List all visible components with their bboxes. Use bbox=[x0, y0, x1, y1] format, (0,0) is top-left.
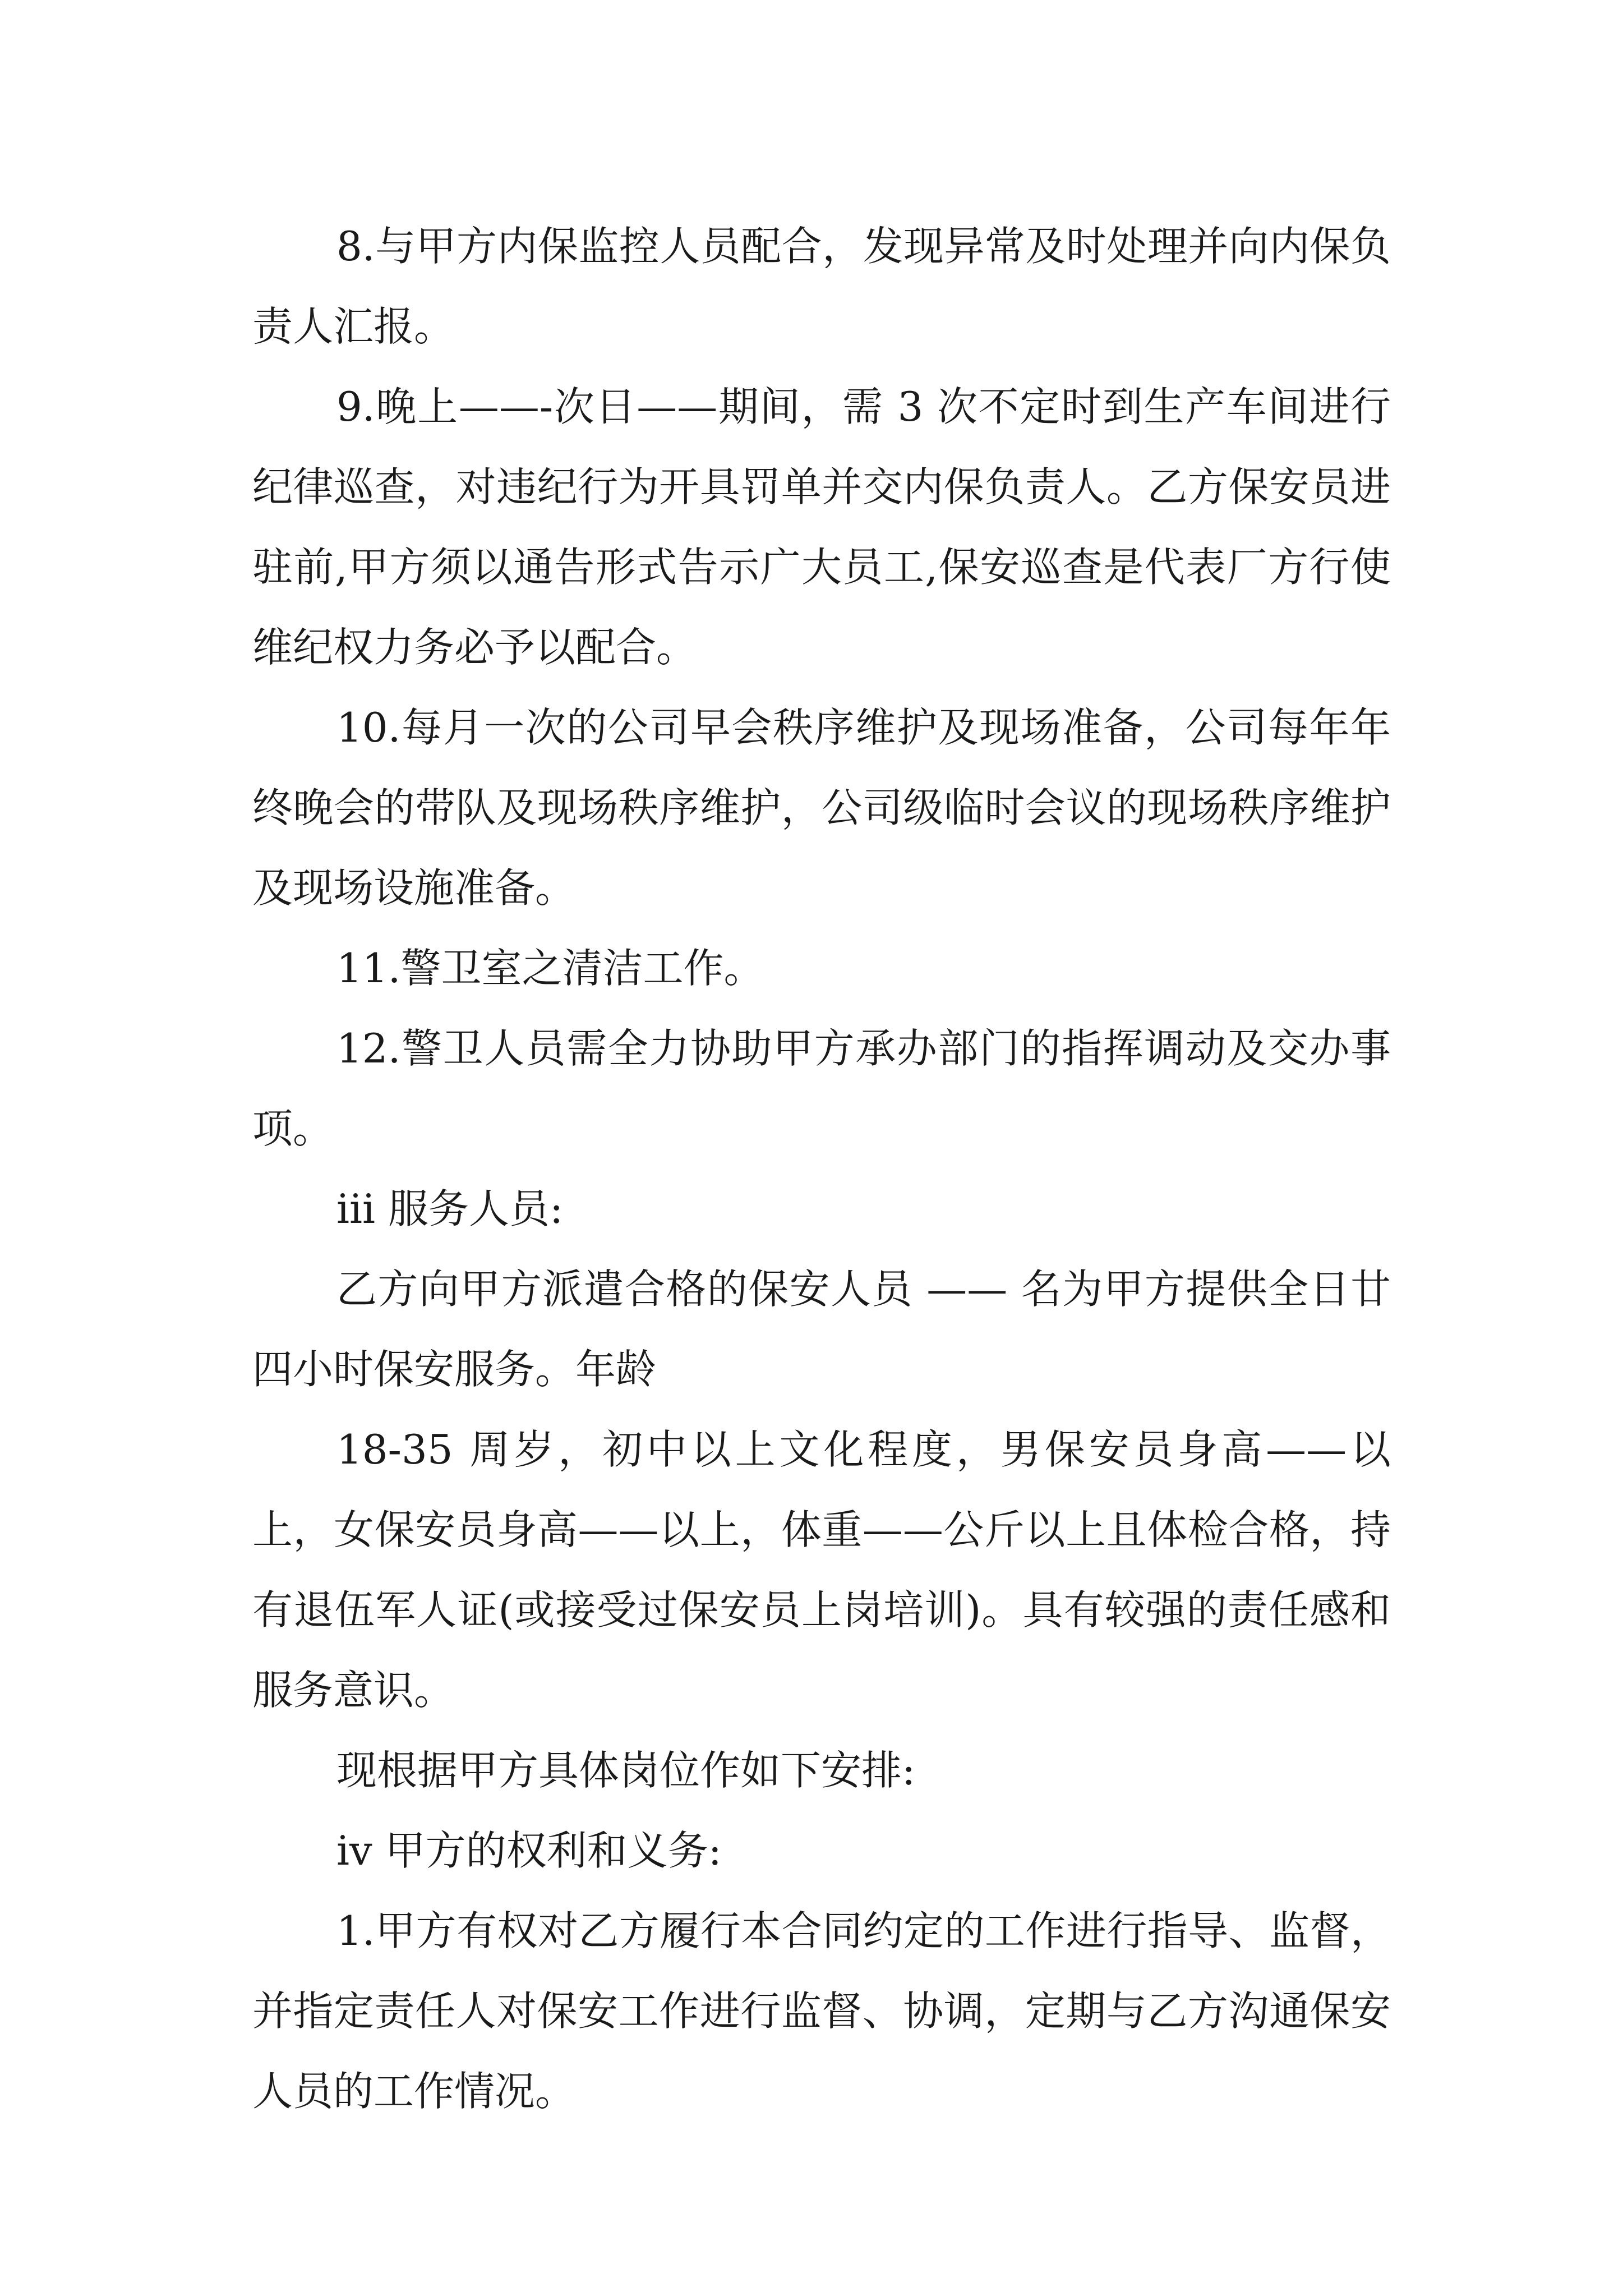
section-heading-party-a-rights: iv 甲方的权利和义务: bbox=[336, 1827, 722, 1874]
paragraph-item-11: 11.警卫室之清洁工作。 bbox=[336, 945, 764, 992]
paragraph-arrangement: 现根据甲方具体岗位作如下安排: bbox=[336, 1747, 916, 1794]
paragraph-rights-item-1: 1.甲方有权对乙方履行本合同约定的工作进行指导、监督，并指定责任人对保安工作进行监督、协调，定期与乙方沟通保安人员的工作情况。 bbox=[252, 1907, 1391, 2115]
section-heading-service-staff: iii 服务人员: bbox=[336, 1185, 564, 1232]
paragraph-staff-requirements: 18-35 周岁，初中以上文化程度，男保安员身高——以上，女保安员身高——以上，体重——公斤以上且体检合格，持有退伍军人证(或接受过保安员上岗培训)。具有较强的责任感和服务意识。 bbox=[252, 1426, 1391, 1714]
paragraph-item-9: 9.晚上——-次日——期间，需 3 次不定时到生产车间进行纪律巡查，对违纪行为开具罚单并交内保负责人。乙方保安员进驻前,甲方须以通告形式告示广大员工,保安巡查是代表厂方行使维纪权力务必予以配合。 bbox=[252, 383, 1391, 671]
paragraph-item-12: 12.警卫人员需全力协助甲方承办部门的指挥调动及交办事项。 bbox=[252, 1025, 1391, 1152]
document-page bbox=[252, 206, 1391, 2132]
paragraph-staff-dispatch: 乙方向甲方派遣合格的保安人员 —— 名为甲方提供全日廿四小时保安服务。年龄 bbox=[252, 1266, 1391, 1393]
paragraph-item-8: 8.与甲方内保监控人员配合，发现异常及时处理并向内保负责人汇报。 bbox=[252, 223, 1391, 350]
paragraph-item-10: 10.每月一次的公司早会秩序维护及现场准备，公司每年年终晚会的带队及现场秩序维护，公司级临时会议的现场秩序维护及现场设施准备。 bbox=[252, 704, 1391, 912]
